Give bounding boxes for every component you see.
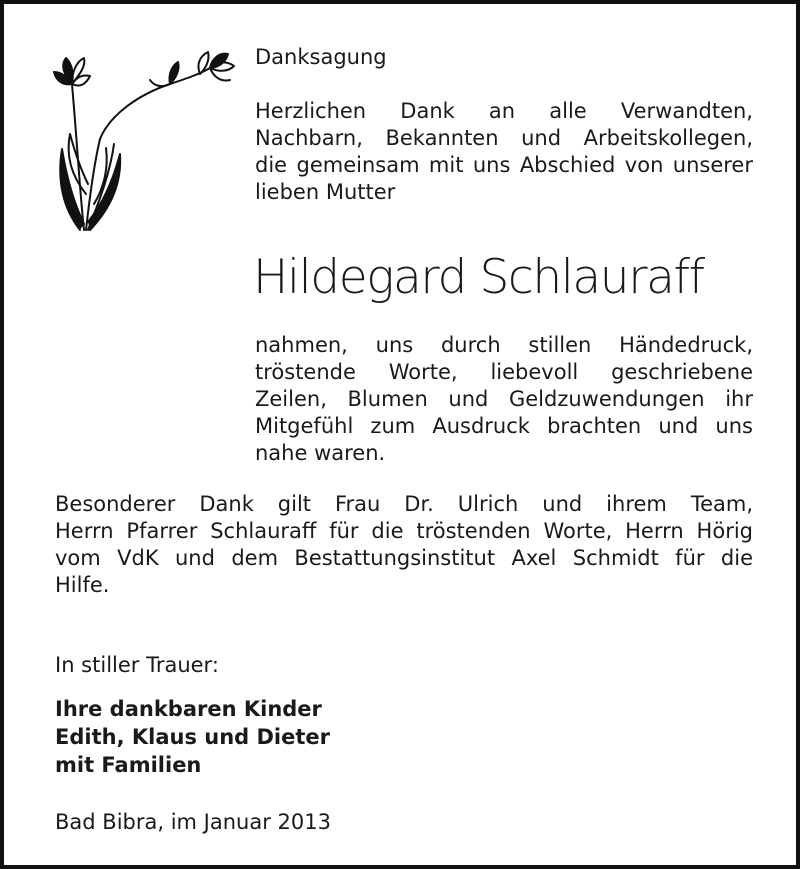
thanks-line: Besonderer Dank gilt Frau Dr. Ulrich und ihrem Team, xyxy=(55,492,753,516)
thanks-line: vom VdK und dem Bestattungsinstitut Axel Schmidt für die xyxy=(55,546,753,570)
middle-line: nahmen, uns durch stillen Händedruck, xyxy=(255,333,753,357)
mourning-label: In stiller Trauer: xyxy=(55,653,219,677)
signature-line: Edith, Klaus und Dieter xyxy=(55,725,331,749)
thanks-line: Hilfe. xyxy=(55,573,110,597)
intro-line: die gemeinsam mit uns Abschied von unserer xyxy=(255,153,753,177)
signature-line: mit Familien xyxy=(55,753,202,777)
place-date: Bad Bibra, im Januar 2013 xyxy=(55,810,331,834)
intro-line: lieben Mutter xyxy=(255,180,396,204)
middle-line: nahe waren. xyxy=(255,441,386,465)
thanks-line: Herrn Pfarrer Schlauraff für die tröstenden Worte, Herrn Hörig xyxy=(55,519,753,543)
signature-line: Ihre dankbaren Kinder xyxy=(55,697,322,721)
intro-line: Herzlichen Dank an alle Verwandten, xyxy=(255,99,753,123)
middle-line: tröstende Worte, liebevoll geschriebene xyxy=(255,360,753,384)
middle-line: Mitgefühl zum Ausdruck brachten und uns xyxy=(255,414,753,438)
deceased-name: Hildegard Schlauraff xyxy=(253,250,704,305)
middle-line: Zeilen, Blumen und Geldzuwendungen ihr xyxy=(255,387,753,411)
heading: Danksagung xyxy=(255,45,387,69)
intro-line: Nachbarn, Bekannten und Arbeitskollegen, xyxy=(255,126,753,150)
iris-flower-icon xyxy=(50,44,250,236)
